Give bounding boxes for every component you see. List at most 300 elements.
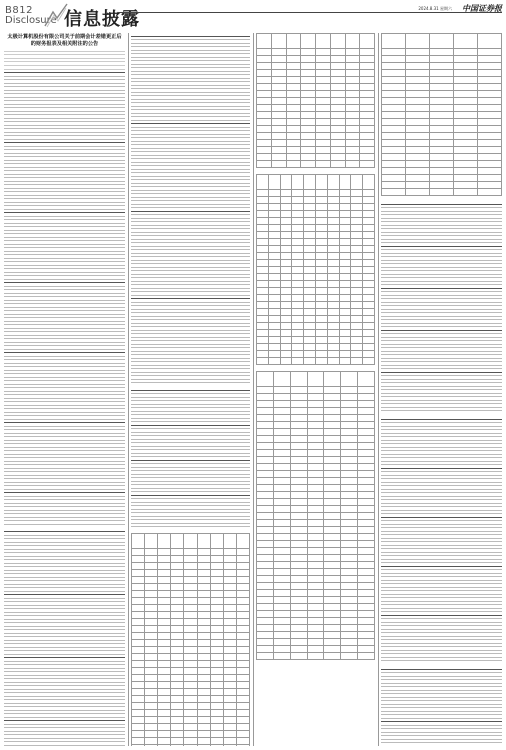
table-cell (4, 745, 44, 746)
table-row (382, 126, 502, 133)
table-cell (268, 323, 280, 330)
table-cell (341, 450, 358, 457)
table-row (132, 689, 250, 696)
table-cell (184, 654, 197, 661)
table-row (382, 49, 502, 56)
table-cell (307, 611, 324, 618)
table-cell (345, 84, 360, 91)
table-cell (145, 654, 158, 661)
table-cell (280, 239, 292, 246)
table-row (257, 618, 375, 625)
table-row (257, 499, 375, 506)
table-cell (268, 309, 280, 316)
table-cell (316, 126, 331, 133)
table-cell (307, 541, 324, 548)
table-cell (290, 499, 307, 506)
table-cell (430, 84, 454, 91)
table-row (257, 372, 375, 387)
table-cell (363, 323, 375, 330)
table-cell (351, 225, 363, 232)
table-cell (158, 710, 171, 717)
table-row (4, 521, 125, 525)
table-cell (280, 211, 292, 218)
table-row (132, 605, 250, 612)
table-cell (290, 625, 307, 632)
table-cell (236, 710, 249, 717)
table-cell (382, 70, 406, 77)
table-cell (132, 668, 145, 675)
table-cell (330, 112, 345, 119)
table-row (132, 534, 250, 549)
table-cell (304, 344, 316, 351)
table-cell (171, 523, 211, 527)
table-cell (257, 639, 274, 646)
table-row (257, 119, 375, 126)
table-cell (286, 34, 301, 49)
table-cell (158, 682, 171, 689)
table-row (132, 668, 250, 675)
table-cell (381, 657, 411, 661)
table-cell (330, 63, 345, 70)
table-cell (290, 457, 307, 464)
table-cell (345, 133, 360, 140)
table-cell (223, 612, 236, 619)
table-cell (360, 154, 375, 161)
table-cell (210, 577, 223, 584)
table-cell (290, 372, 307, 387)
table-cell (290, 436, 307, 443)
table-cell (341, 604, 358, 611)
table-cell (257, 105, 272, 112)
table-cell (478, 56, 502, 63)
table-cell (257, 611, 274, 618)
table-row (257, 513, 375, 520)
table-row (257, 436, 375, 443)
table-cell (145, 556, 158, 563)
table-cell (360, 84, 375, 91)
table-cell (290, 527, 307, 534)
table-cell (184, 591, 197, 598)
table-cell (158, 556, 171, 563)
table-row (257, 147, 375, 154)
table-cell (339, 253, 351, 260)
table-cell (406, 161, 430, 168)
table-cell (324, 590, 341, 597)
table-cell (324, 632, 341, 639)
table-cell (184, 724, 197, 731)
table-cell (280, 232, 292, 239)
table-cell (358, 625, 375, 632)
table-cell (315, 344, 327, 351)
table-cell (184, 661, 197, 668)
table-cell (257, 520, 274, 527)
table-cell (158, 534, 171, 549)
table-row (257, 429, 375, 436)
table-cell (210, 717, 223, 724)
table-cell (351, 260, 363, 267)
table-cell (324, 520, 341, 527)
table-cell (257, 260, 269, 267)
table-cell (406, 147, 430, 154)
table-cell (341, 541, 358, 548)
table-cell (145, 633, 158, 640)
table-row (257, 485, 375, 492)
table-cell (132, 640, 145, 647)
table-cell (184, 570, 197, 577)
table-cell (345, 98, 360, 105)
table-cell (290, 422, 307, 429)
masthead (0, 0, 506, 30)
table-cell (184, 563, 197, 570)
table-cell (257, 98, 272, 105)
table-cell (257, 422, 274, 429)
table-cell (171, 591, 184, 598)
financial-table (4, 529, 125, 746)
table-cell (330, 147, 345, 154)
table-cell (132, 647, 145, 654)
table-cell (223, 640, 236, 647)
table-cell (210, 523, 250, 527)
table-cell (257, 351, 269, 358)
table-cell (301, 147, 316, 154)
table-cell (406, 168, 430, 175)
table-cell (341, 485, 358, 492)
table-cell (197, 745, 210, 747)
table-row (257, 239, 375, 246)
table-cell (345, 91, 360, 98)
table-row (257, 281, 375, 288)
table-cell (236, 612, 249, 619)
table-cell (360, 77, 375, 84)
table-row (132, 738, 250, 745)
table-cell (273, 625, 290, 632)
table-cell (273, 478, 290, 485)
table-cell (236, 738, 249, 745)
table-row (132, 717, 250, 724)
table-cell (330, 49, 345, 56)
table-cell (478, 154, 502, 161)
table-cell (132, 717, 145, 724)
table-cell (360, 63, 375, 70)
table-cell (315, 175, 327, 190)
table-cell (304, 175, 316, 190)
table-cell (316, 56, 331, 63)
table-cell (345, 161, 360, 168)
matrix-table (381, 33, 502, 196)
table-cell (268, 260, 280, 267)
table-row (257, 492, 375, 499)
table-cell (210, 745, 223, 747)
table-cell (290, 604, 307, 611)
table-cell (454, 84, 478, 91)
table-cell (454, 119, 478, 126)
table-cell (132, 696, 145, 703)
table-cell (358, 492, 375, 499)
table-cell (339, 197, 351, 204)
table-cell (382, 126, 406, 133)
table-cell (316, 98, 331, 105)
table-cell (257, 527, 274, 534)
table-cell (382, 112, 406, 119)
table-cell (286, 91, 301, 98)
table-cell (315, 204, 327, 211)
table-cell (158, 626, 171, 633)
table-cell (257, 597, 274, 604)
table-cell (307, 555, 324, 562)
table-cell (307, 485, 324, 492)
table-cell (345, 105, 360, 112)
table-cell (382, 161, 406, 168)
table-row (382, 161, 502, 168)
table-cell (411, 657, 441, 661)
table-cell (304, 211, 316, 218)
table-cell (236, 563, 249, 570)
table-cell (304, 330, 316, 337)
table-cell (330, 34, 345, 49)
table-cell (339, 358, 351, 365)
table-cell (292, 337, 304, 344)
matrix-table (256, 371, 375, 660)
table-cell (268, 337, 280, 344)
table-cell (273, 471, 290, 478)
table-cell (382, 91, 406, 98)
table-row (257, 112, 375, 119)
table-cell (316, 84, 331, 91)
table-cell (171, 696, 184, 703)
table-cell (316, 34, 331, 49)
table-cell (315, 351, 327, 358)
table-cell (430, 119, 454, 126)
table-cell (210, 724, 223, 731)
table-cell (268, 204, 280, 211)
table-cell (351, 288, 363, 295)
table-cell (236, 598, 249, 605)
table-cell (273, 611, 290, 618)
table-cell (382, 84, 406, 91)
table-cell (304, 295, 316, 302)
table-cell (330, 84, 345, 91)
table-cell (257, 140, 272, 147)
table-cell (273, 576, 290, 583)
table-cell (223, 689, 236, 696)
table-cell (273, 632, 290, 639)
table-row (257, 246, 375, 253)
table-cell (257, 316, 269, 323)
table-cell (382, 49, 406, 56)
table-cell (280, 197, 292, 204)
table-cell (257, 653, 274, 660)
table-cell (316, 147, 331, 154)
table-cell (442, 657, 472, 661)
table-cell (341, 527, 358, 534)
table-cell (454, 56, 478, 63)
table-cell (341, 520, 358, 527)
table-row (257, 527, 375, 534)
table-cell (280, 204, 292, 211)
table-cell (197, 682, 210, 689)
financial-table (381, 666, 502, 746)
table-cell (197, 640, 210, 647)
table-cell (273, 443, 290, 450)
table-cell (257, 394, 274, 401)
table-cell (271, 112, 286, 119)
table-row (257, 126, 375, 133)
table-cell (324, 541, 341, 548)
table-cell (286, 70, 301, 77)
table-row (132, 710, 250, 717)
table-cell (324, 471, 341, 478)
table-cell (223, 710, 236, 717)
table-cell (210, 549, 223, 556)
table-cell (210, 584, 223, 591)
table-cell (358, 401, 375, 408)
table-cell (358, 527, 375, 534)
table-cell (345, 77, 360, 84)
table-cell (286, 84, 301, 91)
table-cell (421, 407, 461, 411)
table-cell (145, 668, 158, 675)
table-cell (430, 34, 454, 49)
table-cell (145, 696, 158, 703)
table-cell (171, 640, 184, 647)
table-cell (171, 556, 184, 563)
table-cell (236, 577, 249, 584)
table-cell (358, 548, 375, 555)
table-cell (307, 429, 324, 436)
table-cell (315, 211, 327, 218)
table-cell (327, 253, 339, 260)
table-cell (315, 302, 327, 309)
table-cell (210, 647, 223, 654)
table-cell (345, 147, 360, 154)
table-cell (290, 513, 307, 520)
table-cell (273, 485, 290, 492)
table-cell (307, 576, 324, 583)
table-cell (358, 429, 375, 436)
table-cell (184, 703, 197, 710)
table-cell (430, 161, 454, 168)
table-row (257, 70, 375, 77)
table-cell (280, 246, 292, 253)
table-cell (290, 387, 307, 394)
table-cell (223, 647, 236, 654)
table-cell (382, 77, 406, 84)
table-cell (268, 267, 280, 274)
table-cell (406, 91, 430, 98)
table-cell (236, 556, 249, 563)
table-cell (273, 422, 290, 429)
table-cell (257, 175, 269, 190)
table-cell (236, 647, 249, 654)
table-row (381, 657, 502, 661)
table-cell (430, 133, 454, 140)
table-cell (358, 632, 375, 639)
table-cell (315, 267, 327, 274)
table-cell (290, 464, 307, 471)
table-cell (301, 126, 316, 133)
table-cell (454, 49, 478, 56)
table-cell (307, 408, 324, 415)
table-cell (358, 422, 375, 429)
table-cell (454, 182, 478, 189)
table-cell (341, 646, 358, 653)
table-cell (273, 436, 290, 443)
table-cell (271, 56, 286, 63)
table-cell (363, 316, 375, 323)
table-cell (341, 443, 358, 450)
newspaper-name: 中国证券报 (462, 3, 502, 13)
table-cell (324, 646, 341, 653)
table-cell (145, 570, 158, 577)
table-cell (131, 379, 171, 383)
table-cell (171, 619, 184, 626)
table-cell (158, 738, 171, 745)
table-cell (197, 689, 210, 696)
table-cell (158, 570, 171, 577)
table-cell (382, 140, 406, 147)
table-cell (158, 640, 171, 647)
table-cell (132, 619, 145, 626)
table-row (257, 464, 375, 471)
table-cell (290, 506, 307, 513)
table-cell (360, 161, 375, 168)
table-cell (358, 618, 375, 625)
table-cell (236, 640, 249, 647)
table-cell (406, 34, 430, 49)
table-cell (236, 626, 249, 633)
table-row (382, 91, 502, 98)
table-cell (324, 415, 341, 422)
table-cell (132, 598, 145, 605)
table-cell (257, 625, 274, 632)
table-cell (280, 337, 292, 344)
table-cell (406, 98, 430, 105)
table-cell (223, 549, 236, 556)
table-cell (307, 499, 324, 506)
table-cell (339, 351, 351, 358)
table-cell (339, 281, 351, 288)
table-cell (210, 738, 223, 745)
table-cell (324, 464, 341, 471)
table-cell (290, 408, 307, 415)
table-cell (478, 70, 502, 77)
table-cell (304, 246, 316, 253)
table-cell (280, 295, 292, 302)
table-cell (292, 316, 304, 323)
table-cell (257, 288, 269, 295)
table-cell (197, 731, 210, 738)
table-cell (301, 70, 316, 77)
table-cell (478, 161, 502, 168)
table-cell (345, 112, 360, 119)
table-cell (363, 295, 375, 302)
table-row (132, 682, 250, 689)
table-cell (85, 745, 125, 746)
table-cell (315, 190, 327, 197)
table-cell (315, 253, 327, 260)
table-cell (171, 745, 184, 747)
table-cell (271, 70, 286, 77)
table-row (257, 583, 375, 590)
table-cell (304, 288, 316, 295)
table-cell (236, 661, 249, 668)
table-cell (273, 415, 290, 422)
table-row (257, 302, 375, 309)
table-cell (327, 323, 339, 330)
table-cell (223, 577, 236, 584)
table-cell (280, 190, 292, 197)
table-cell (257, 337, 269, 344)
